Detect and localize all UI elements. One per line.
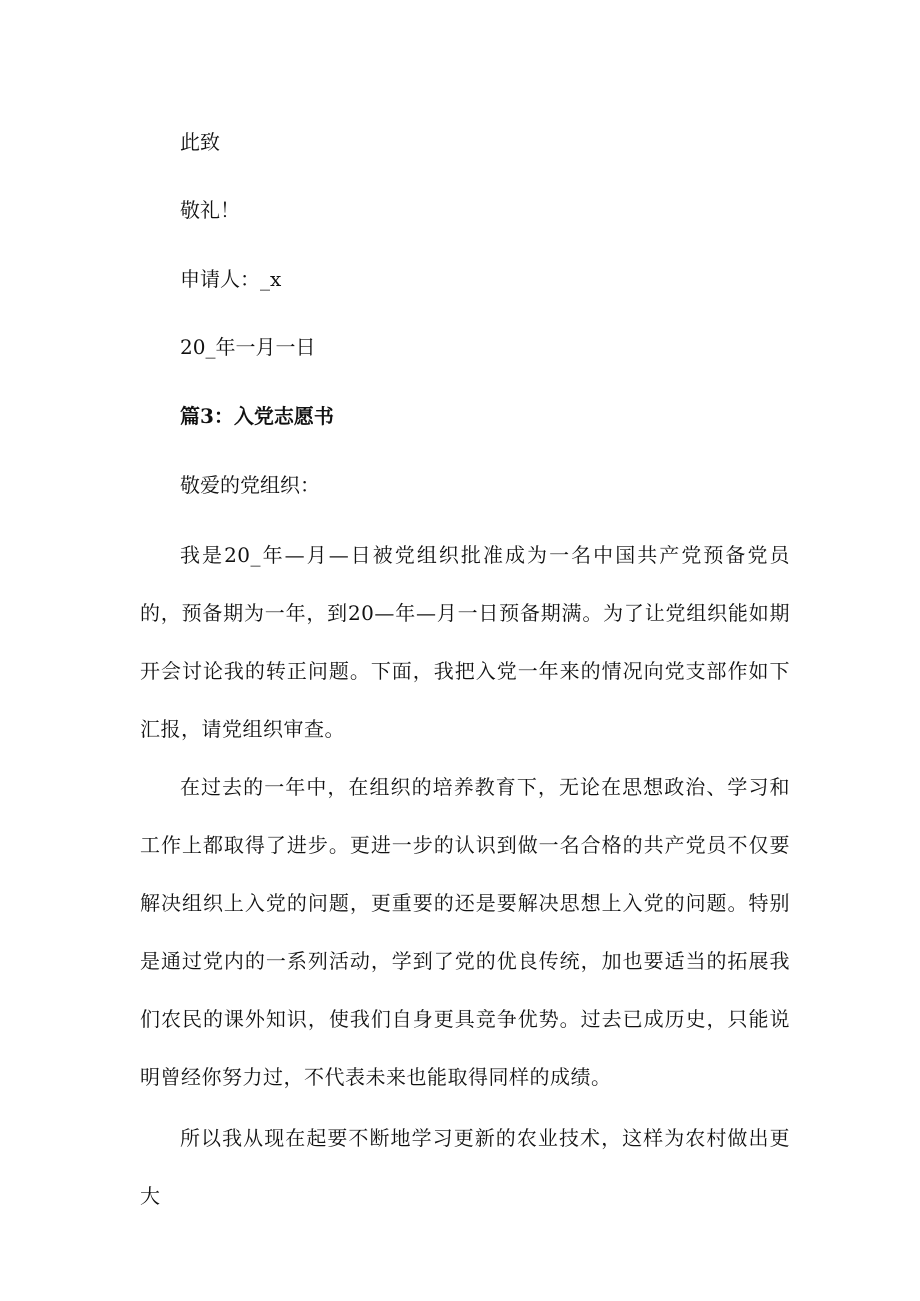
- closing-salute-1: 此致: [180, 130, 220, 154]
- greeting: 敬爱的党组织：: [180, 473, 320, 497]
- body-paragraph: 所以我从现在起要不断地学习更新的农业技术，这样为农村做出更大: [140, 1126, 790, 1208]
- applicant-line: 申请人：_x: [180, 267, 282, 291]
- body-paragraph: 我是20_年—月—日被党组织批准成为一名中国共产党预备党员的，预备期为一年，到20—年—月一日预备期满。为了让党组织能如期开会讨论我的转正问题。下面，我把入党一年来的情况向党支部作如下汇报，请党组织审查。: [140, 543, 790, 741]
- section-heading: 篇3：入党志愿书: [180, 404, 334, 428]
- body-paragraph: 在过去的一年中，在组织的培养教育下，无论在思想政治、学习和工作上都取得了进步。更进一步的认识到做一名合格的共产党员不仅要解决组织上入党的问题，更重要的还是要解决思想上入党的问题。特别是通过党内的一系列活动，学到了党的优良传统，加也要适当的拓展我们农民的课外知识，使我们自身更具竞争优势。过去已成历史，只能说明曾经你努力过，不代表未来也能取得同样的成绩。: [140, 775, 790, 1089]
- closing-salute-2: 敬礼！: [180, 198, 240, 222]
- date-line: 20_年一月一日: [180, 335, 316, 359]
